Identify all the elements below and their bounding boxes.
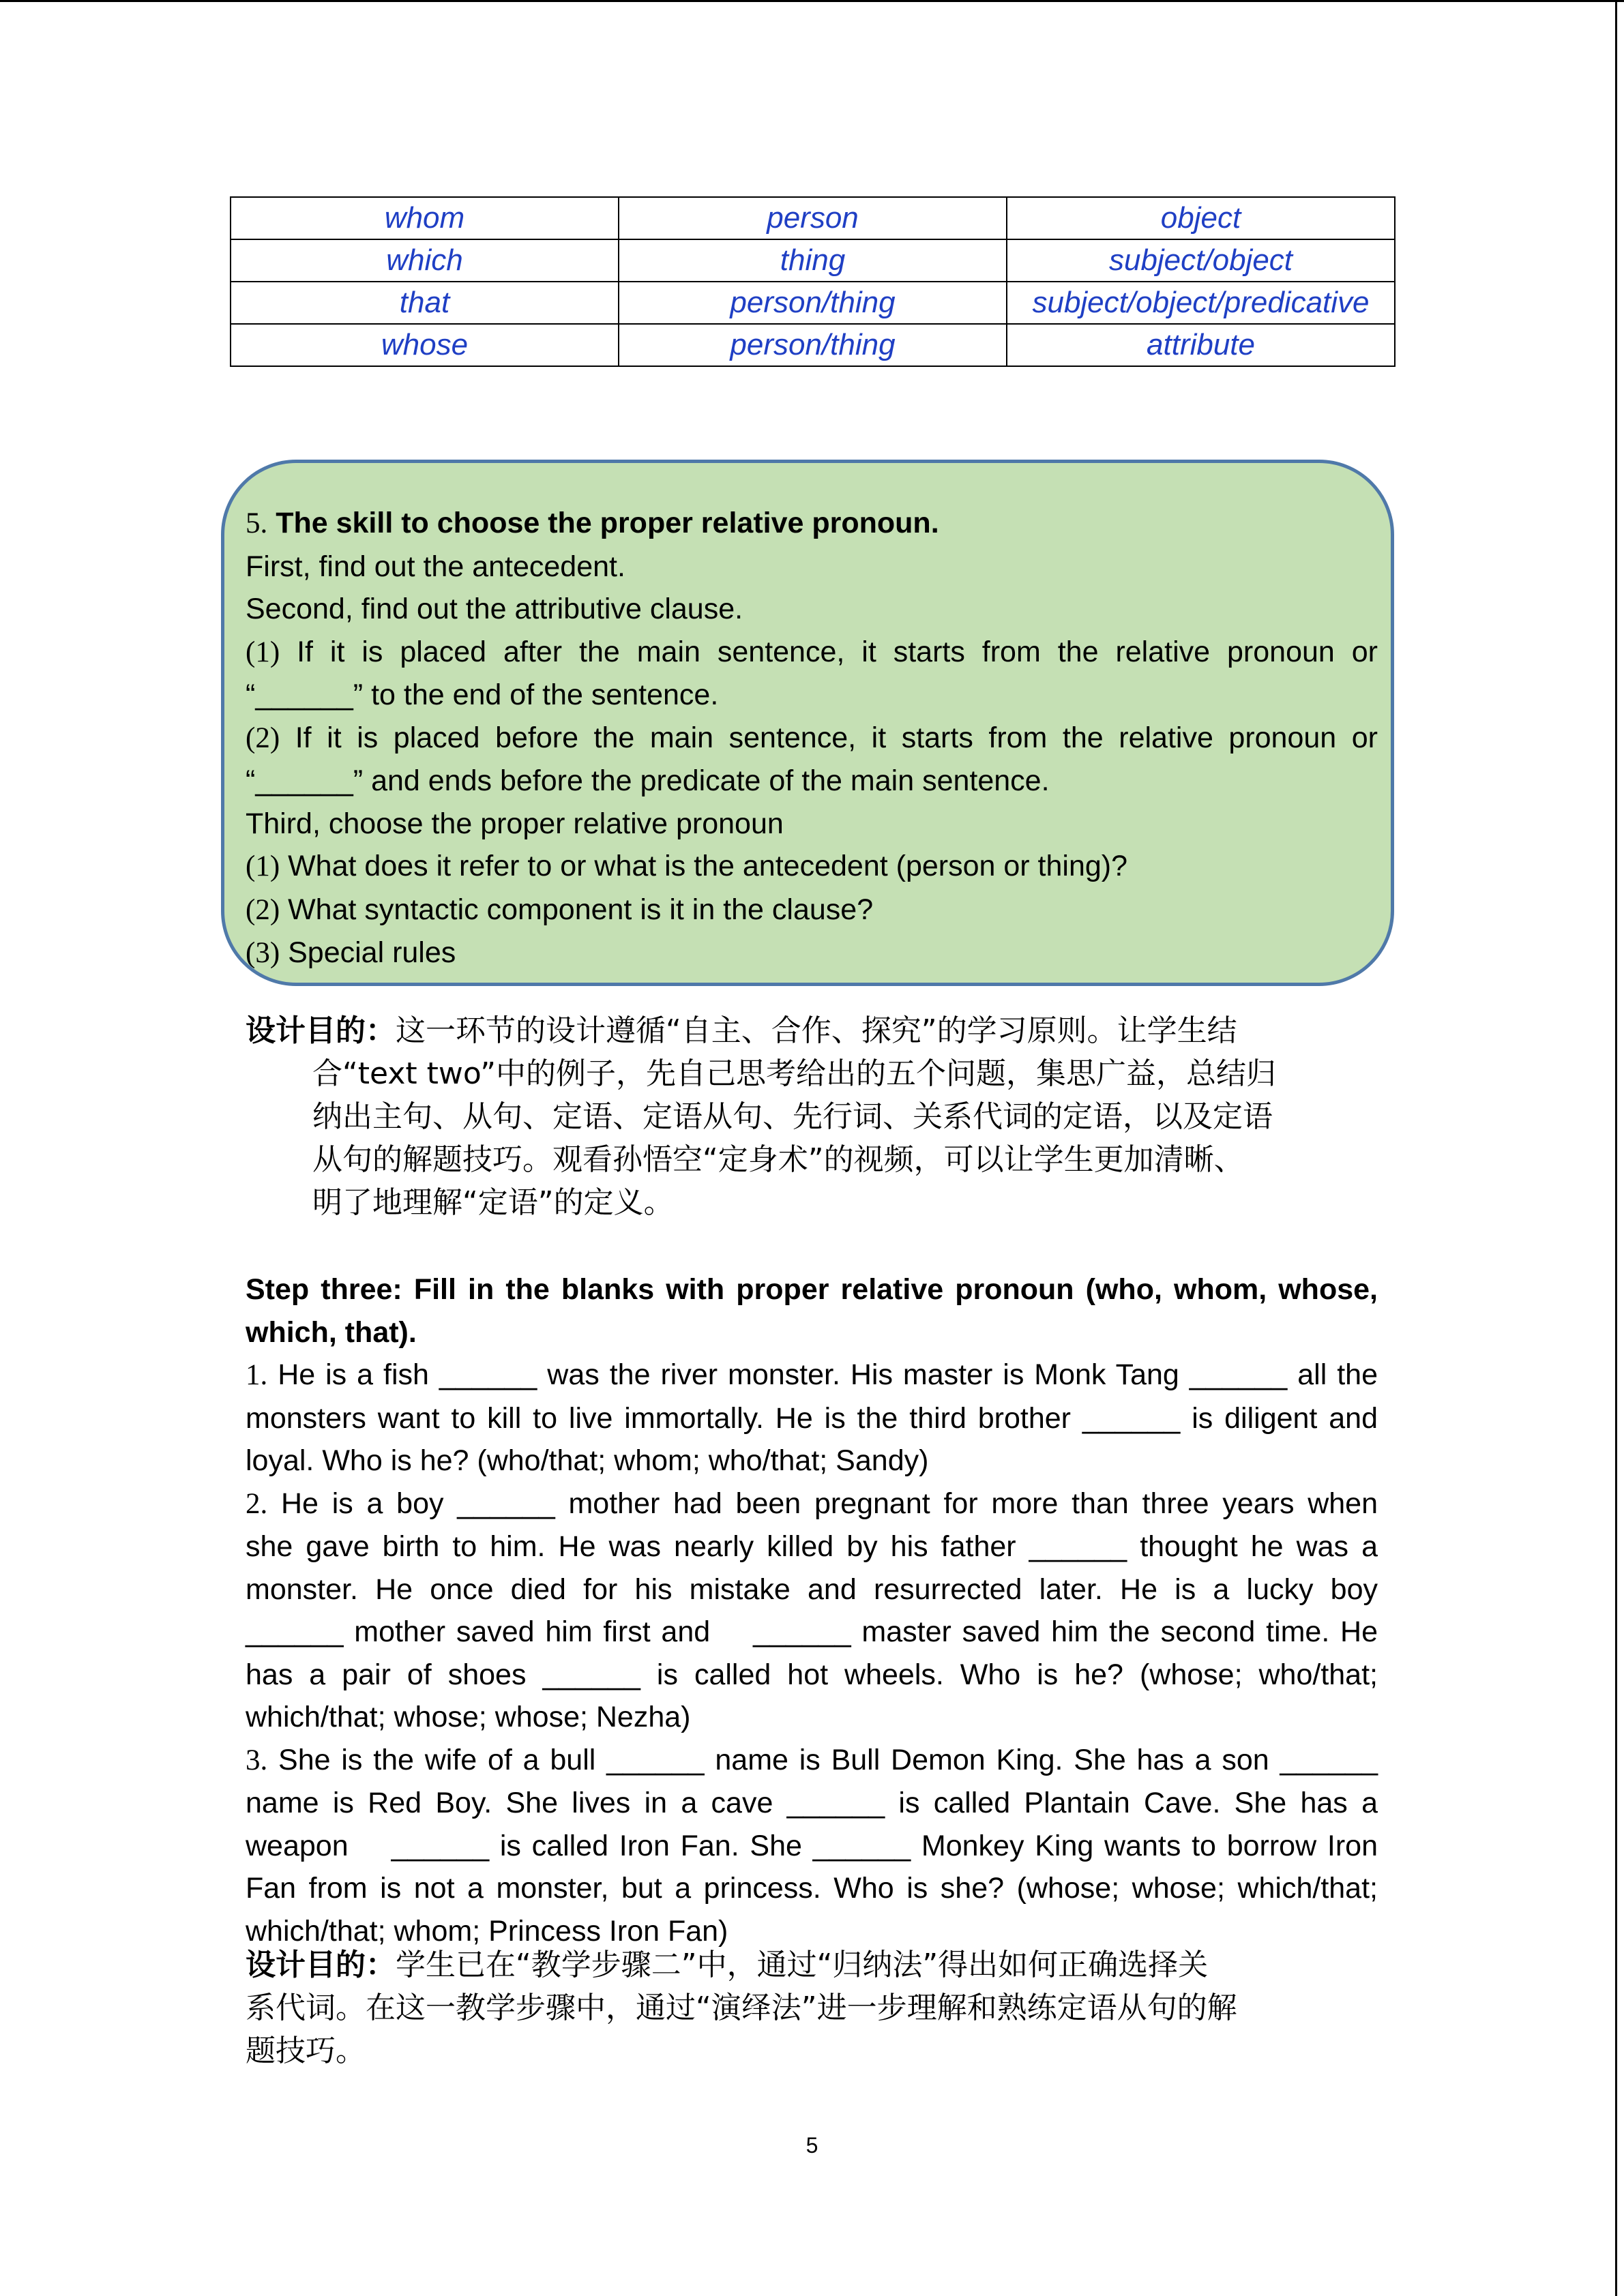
- skill-line: (1) If it is placed after the main sentence, it starts from the relative pronoun or: [246, 635, 1378, 668]
- table-cell: whom: [231, 197, 619, 239]
- exercise-line: 3. She is the wife of a bull ______ name is Bull Demon King. She has a son ______: [246, 1743, 1378, 1776]
- design-purpose-paragraph-2: [246, 1943, 1378, 2072]
- exercise-line: loyal. Who is he? (who/that; whom; who/that; Sandy): [246, 1444, 929, 1477]
- design-purpose-paragraph: [246, 1009, 1378, 1224]
- table-cell: thing: [619, 239, 1007, 282]
- skill-title-line: 5. The skill to choose the proper relative pronoun.: [246, 507, 939, 539]
- table-cell: attribute: [1007, 324, 1395, 366]
- table-cell: person/thing: [619, 324, 1007, 366]
- skill-title: The skill to choose the proper relative pronoun.: [276, 507, 939, 539]
- relative-pronoun-table: [230, 196, 1396, 367]
- skill-line: (2) If it is placed before the main sentence, it starts from the relative pronoun or: [246, 721, 1378, 754]
- exercise-line: has a pair of shoes ______ is called hot wheels. Who is he? (whose; who/that;: [246, 1658, 1378, 1691]
- table-cell: object: [1007, 197, 1395, 239]
- purpose-line: 系代词。在这一教学步骤中，通过“演绎法”进一步理解和熟练定语从句的解: [246, 1991, 1237, 2025]
- table-cell: subject/object/predicative: [1007, 282, 1395, 324]
- purpose-line: 合“text two”中的例子，先自己思考给出的五个问题，集思广益，总结归: [312, 1056, 1277, 1091]
- exercise-line: monster. He once died for his mistake and resurrected later. He is a lucky boy: [246, 1572, 1378, 1606]
- table-row: [231, 239, 1395, 282]
- design-purpose-label: 设计目的：: [246, 1013, 396, 1048]
- design-purpose-label: 设计目的：: [246, 1948, 396, 1982]
- exercise-line: Fan from is not a monster, but a princess. Who is she? (whose; whose; which/that;: [246, 1872, 1378, 1905]
- table-cell: person: [619, 197, 1007, 239]
- skill-line: (3) Special rules: [246, 936, 456, 969]
- skill-line: First, find out the antecedent.: [246, 550, 625, 583]
- exercise-line: which/that; whom; Princess Iron Fan): [246, 1914, 728, 1948]
- exercise-line: name is Red Boy. She lives in a cave ______ is called Plantain Cave. She has a: [246, 1787, 1378, 1819]
- purpose-line: 从句的解题技巧。观看孙悟空“定身术”的视频，可以让学生更加清晰、: [312, 1142, 1244, 1177]
- skill-line: “______” to the end of the sentence.: [246, 679, 719, 711]
- table-cell: person/thing: [619, 282, 1007, 324]
- purpose-line: 题技巧。: [246, 2033, 366, 2068]
- exercise-line: ______ mother saved him first and ______ master saved him the second time. He: [246, 1615, 1378, 1648]
- skill-line: (1) What does it refer to or what is the antecedent (person or thing)?: [246, 850, 1128, 882]
- purpose-line: 明了地理解“定语”的定义。: [312, 1185, 674, 1220]
- step-three-section: [246, 1268, 1378, 1952]
- table-row: [231, 197, 1395, 239]
- skill-line: Second, find out the attributive clause.: [246, 593, 743, 625]
- purpose-line: 设计目的：学生已在“教学步骤二”中，通过“归纳法”得出如何正确选择关: [246, 1948, 1209, 1982]
- exercise-line: she gave birth to him. He was nearly killed by his father ______ thought he was a: [246, 1530, 1378, 1563]
- page-right-border: [1615, 0, 1617, 2296]
- table-cell: subject/object: [1007, 239, 1395, 282]
- exercise-line: 2. He is a boy ______ mother had been pregnant for more than three years when: [246, 1487, 1378, 1520]
- skill-line: (2) What syntactic component is it in the clause?: [246, 893, 874, 926]
- table-cell: which: [231, 239, 619, 282]
- exercise-line: 1. He is a fish ______ was the river monster. His master is Monk Tang ______ all the: [246, 1358, 1378, 1391]
- exercise-line: which/that; whose; whose; Nezha): [246, 1701, 691, 1733]
- skill-line: “______” and ends before the predicate of the main sentence.: [246, 764, 1050, 797]
- purpose-line: 设计目的：这一环节的设计遵循“自主、合作、探究”的学习原则。让学生结: [246, 1013, 1237, 1048]
- page-number: 5: [806, 2133, 818, 2158]
- exercise-line: weapon ______ is called Iron Fan. She ______ Monkey King wants to borrow Iron: [246, 1829, 1378, 1862]
- table-cell: whose: [231, 324, 619, 366]
- skill-callout-text: [246, 502, 1378, 975]
- purpose-line: 纳出主句、从句、定语、定语从句、先行词、关系代词的定语，以及定语: [312, 1099, 1273, 1134]
- step-three-heading-cont: which, that).: [246, 1315, 417, 1349]
- step-three-heading: Step three: Fill in the blanks with proper relative pronoun (who, whom, whose,: [246, 1273, 1378, 1306]
- table-cell: that: [231, 282, 619, 324]
- table-row: [231, 282, 1395, 324]
- table-row: [231, 324, 1395, 366]
- exercise-line: monsters want to kill to live immortally. He is the third brother ______ is diligent and: [246, 1401, 1378, 1435]
- skill-line: Third, choose the proper relative pronoun: [246, 807, 784, 840]
- page-top-border: [0, 0, 1624, 2]
